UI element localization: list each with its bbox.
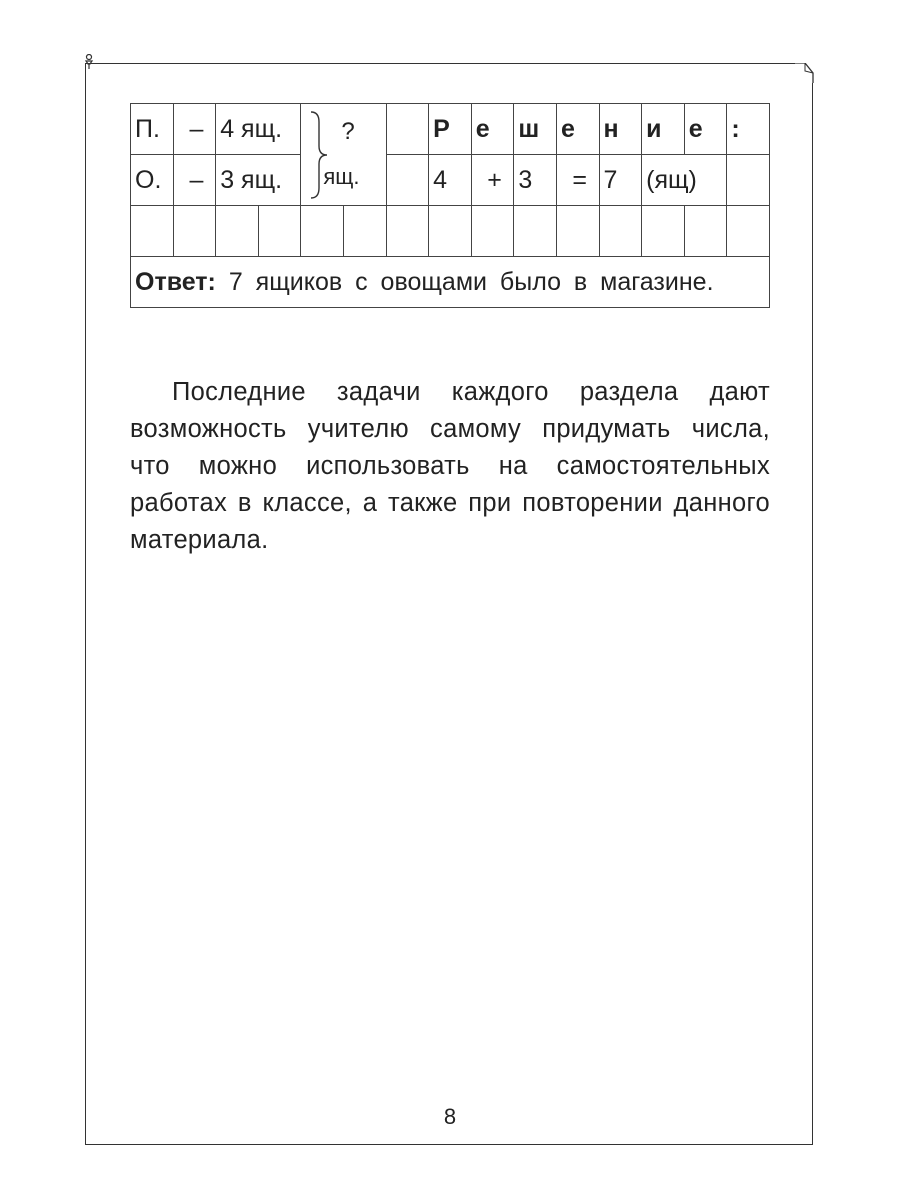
letter-cell: е bbox=[556, 104, 599, 155]
unit-label: ящ. bbox=[323, 164, 360, 189]
table-row bbox=[131, 104, 770, 155]
empty-cell bbox=[727, 206, 770, 257]
paragraph-text: Последние задачи каждого раздела дают возможность учителю самому придумать числа, что можно использовать на самостоятельных работах в классе, а также при повторении данного материала. bbox=[130, 378, 770, 554]
answer-row bbox=[131, 257, 770, 308]
empty-cell bbox=[556, 206, 599, 257]
empty-cell bbox=[386, 206, 429, 257]
empty-cell bbox=[131, 206, 174, 257]
empty-cell bbox=[684, 206, 727, 257]
empty-cell bbox=[258, 206, 301, 257]
dash-cell: – bbox=[173, 155, 216, 206]
expr-cell: 4 bbox=[429, 155, 472, 206]
empty-cell bbox=[599, 206, 642, 257]
pin-icon bbox=[84, 54, 94, 70]
empty-cell bbox=[471, 206, 514, 257]
answer-label: Ответ: bbox=[135, 268, 216, 296]
expr-cell: + bbox=[471, 155, 514, 206]
table-row bbox=[131, 206, 770, 257]
letter-cell: ш bbox=[514, 104, 557, 155]
table-row bbox=[131, 155, 770, 206]
solution-grid bbox=[130, 103, 770, 308]
body-paragraph bbox=[130, 374, 770, 559]
empty-cell bbox=[386, 155, 429, 206]
label-cell: П. bbox=[131, 104, 174, 155]
amount-cell: 4 ящ. bbox=[216, 104, 301, 155]
empty-cell bbox=[514, 206, 557, 257]
page-number: 8 bbox=[443, 1104, 457, 1129]
letter-cell: н bbox=[599, 104, 642, 155]
letter-cell: : bbox=[727, 104, 770, 155]
answer-text: 7 ящиков с овощами было в магазине. bbox=[215, 268, 714, 296]
letter-cell: Р bbox=[429, 104, 472, 155]
expr-cell: = bbox=[556, 155, 599, 206]
expr-cell: 3 bbox=[514, 155, 557, 206]
answer-cell bbox=[131, 257, 770, 308]
label-cell: О. bbox=[131, 155, 174, 206]
letter-cell: е bbox=[684, 104, 727, 155]
empty-cell bbox=[386, 104, 429, 155]
empty-cell bbox=[727, 155, 770, 206]
unit-cell: (ящ) bbox=[642, 155, 727, 206]
question-mark: ? bbox=[341, 118, 355, 145]
amount-cell: 3 ящ. bbox=[216, 155, 301, 206]
empty-cell bbox=[429, 206, 472, 257]
empty-cell bbox=[642, 206, 685, 257]
empty-cell bbox=[173, 206, 216, 257]
brace-cell bbox=[301, 104, 386, 206]
dash-cell: – bbox=[173, 104, 216, 155]
empty-cell bbox=[216, 206, 259, 257]
letter-cell: е bbox=[471, 104, 514, 155]
folded-corner-icon bbox=[795, 63, 815, 83]
empty-cell bbox=[343, 206, 386, 257]
empty-cell bbox=[301, 206, 344, 257]
letter-cell: и bbox=[642, 104, 685, 155]
expr-cell: 7 bbox=[599, 155, 642, 206]
